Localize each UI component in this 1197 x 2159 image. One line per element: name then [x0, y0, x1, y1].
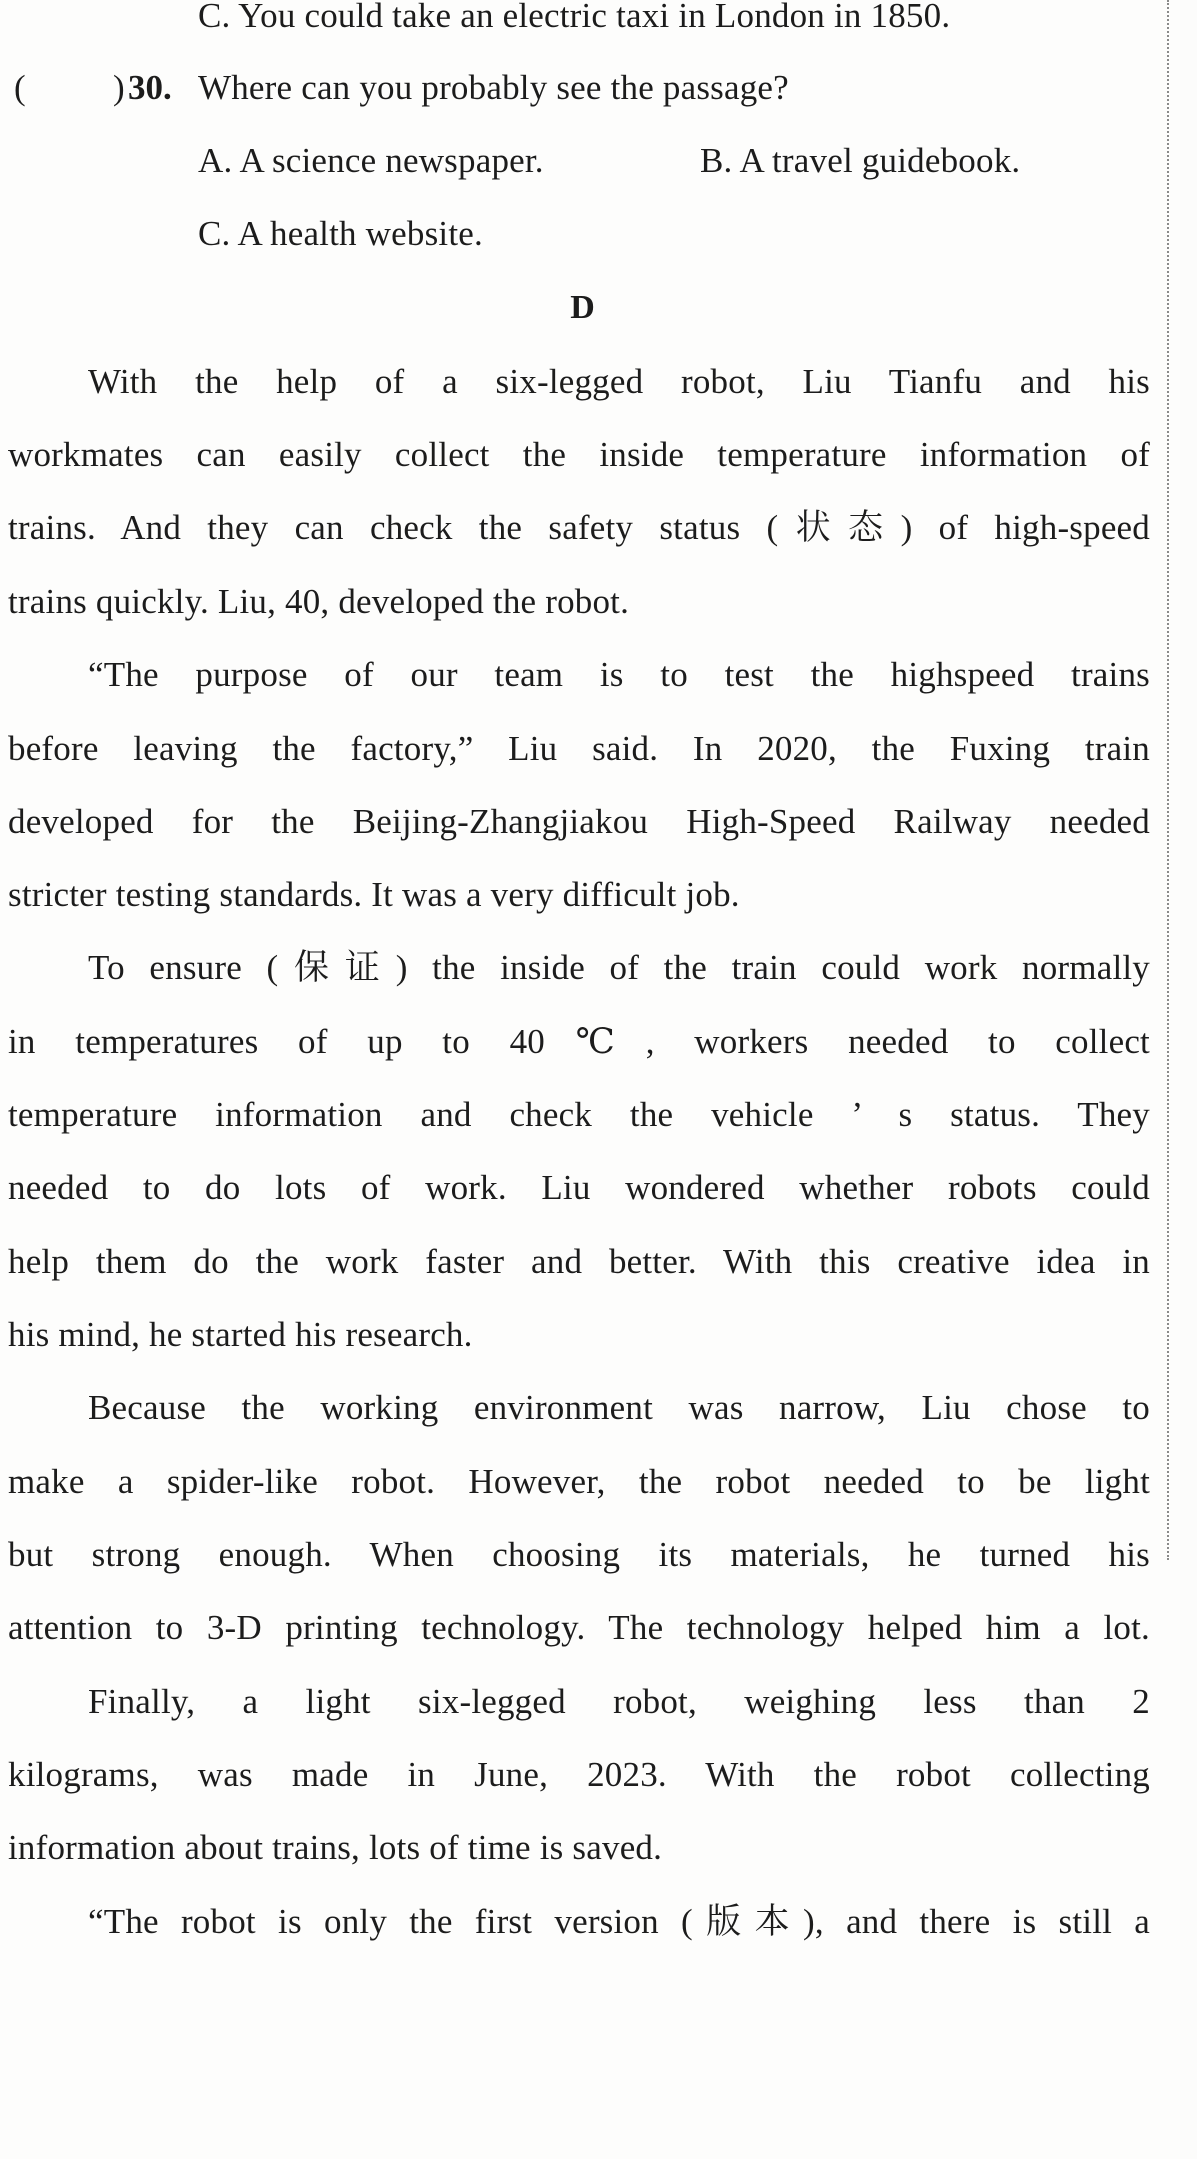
passage-line: stricter testing standards. It was a very difficult job.	[8, 875, 740, 914]
option-b: B. A travel guidebook.	[700, 141, 1021, 180]
passage-line: workmates can easily collect the inside temperature information of	[8, 435, 1150, 474]
passage-line: “The robot is only the first version (版本), and there is still a	[88, 1902, 1150, 1941]
passage-line: in temperatures of up to 40℃, workers needed to collect	[8, 1022, 1150, 1061]
answer-paren-close: )	[113, 68, 125, 107]
option-a: A. A science newspaper.	[198, 141, 544, 180]
passage-line: make a spider-like robot. However, the robot needed to be light	[8, 1462, 1150, 1501]
passage-line: trains. And they can check the safety status (状态) of high-speed	[8, 508, 1150, 547]
question-text: Where can you probably see the passage?	[198, 68, 789, 107]
passage-line: attention to 3-D printing technology. The technology helped him a lot.	[8, 1608, 1150, 1647]
section-heading: D	[570, 289, 595, 326]
passage-line: kilograms, was made in June, 2023. With the robot collecting	[8, 1755, 1150, 1794]
passage-line: With the help of a six-legged robot, Liu Tianfu and his	[88, 362, 1150, 401]
question-number: 30.	[128, 68, 172, 107]
option-c: C. A health website.	[198, 214, 483, 253]
passage-line: before leaving the factory,” Liu said. In 2020, the Fuxing train	[8, 729, 1150, 768]
passage-line: needed to do lots of work. Liu wondered whether robots could	[8, 1168, 1150, 1207]
answer-paren-open: (	[14, 68, 26, 107]
passage-line: information about trains, lots of time is saved.	[8, 1828, 663, 1867]
binding-margin-line	[1167, 0, 1169, 1560]
passage-line: temperature information and check the vehicle ’ s status. They	[8, 1095, 1150, 1134]
passage-line: To ensure (保证) the inside of the train could work normally	[88, 948, 1150, 987]
passage-line: Because the working environment was narrow, Liu chose to	[88, 1388, 1150, 1427]
passage-line: help them do the work faster and better. With this creative idea in	[8, 1242, 1150, 1281]
passage-line: but strong enough. When choosing its materials, he turned his	[8, 1535, 1150, 1574]
passage-line: developed for the Beijing-Zhangjiakou High-Speed Railway needed	[8, 802, 1150, 841]
option-c-q29: C. You could take an electric taxi in London in 1850.	[198, 0, 951, 35]
passage-line: Finally, a light six-legged robot, weighing less than 2	[88, 1682, 1150, 1721]
passage-line: his mind, he started his research.	[8, 1315, 473, 1354]
passage-line: “The purpose of our team is to test the highspeed trains	[88, 655, 1150, 694]
passage-line: trains quickly. Liu, 40, developed the robot.	[8, 582, 630, 621]
